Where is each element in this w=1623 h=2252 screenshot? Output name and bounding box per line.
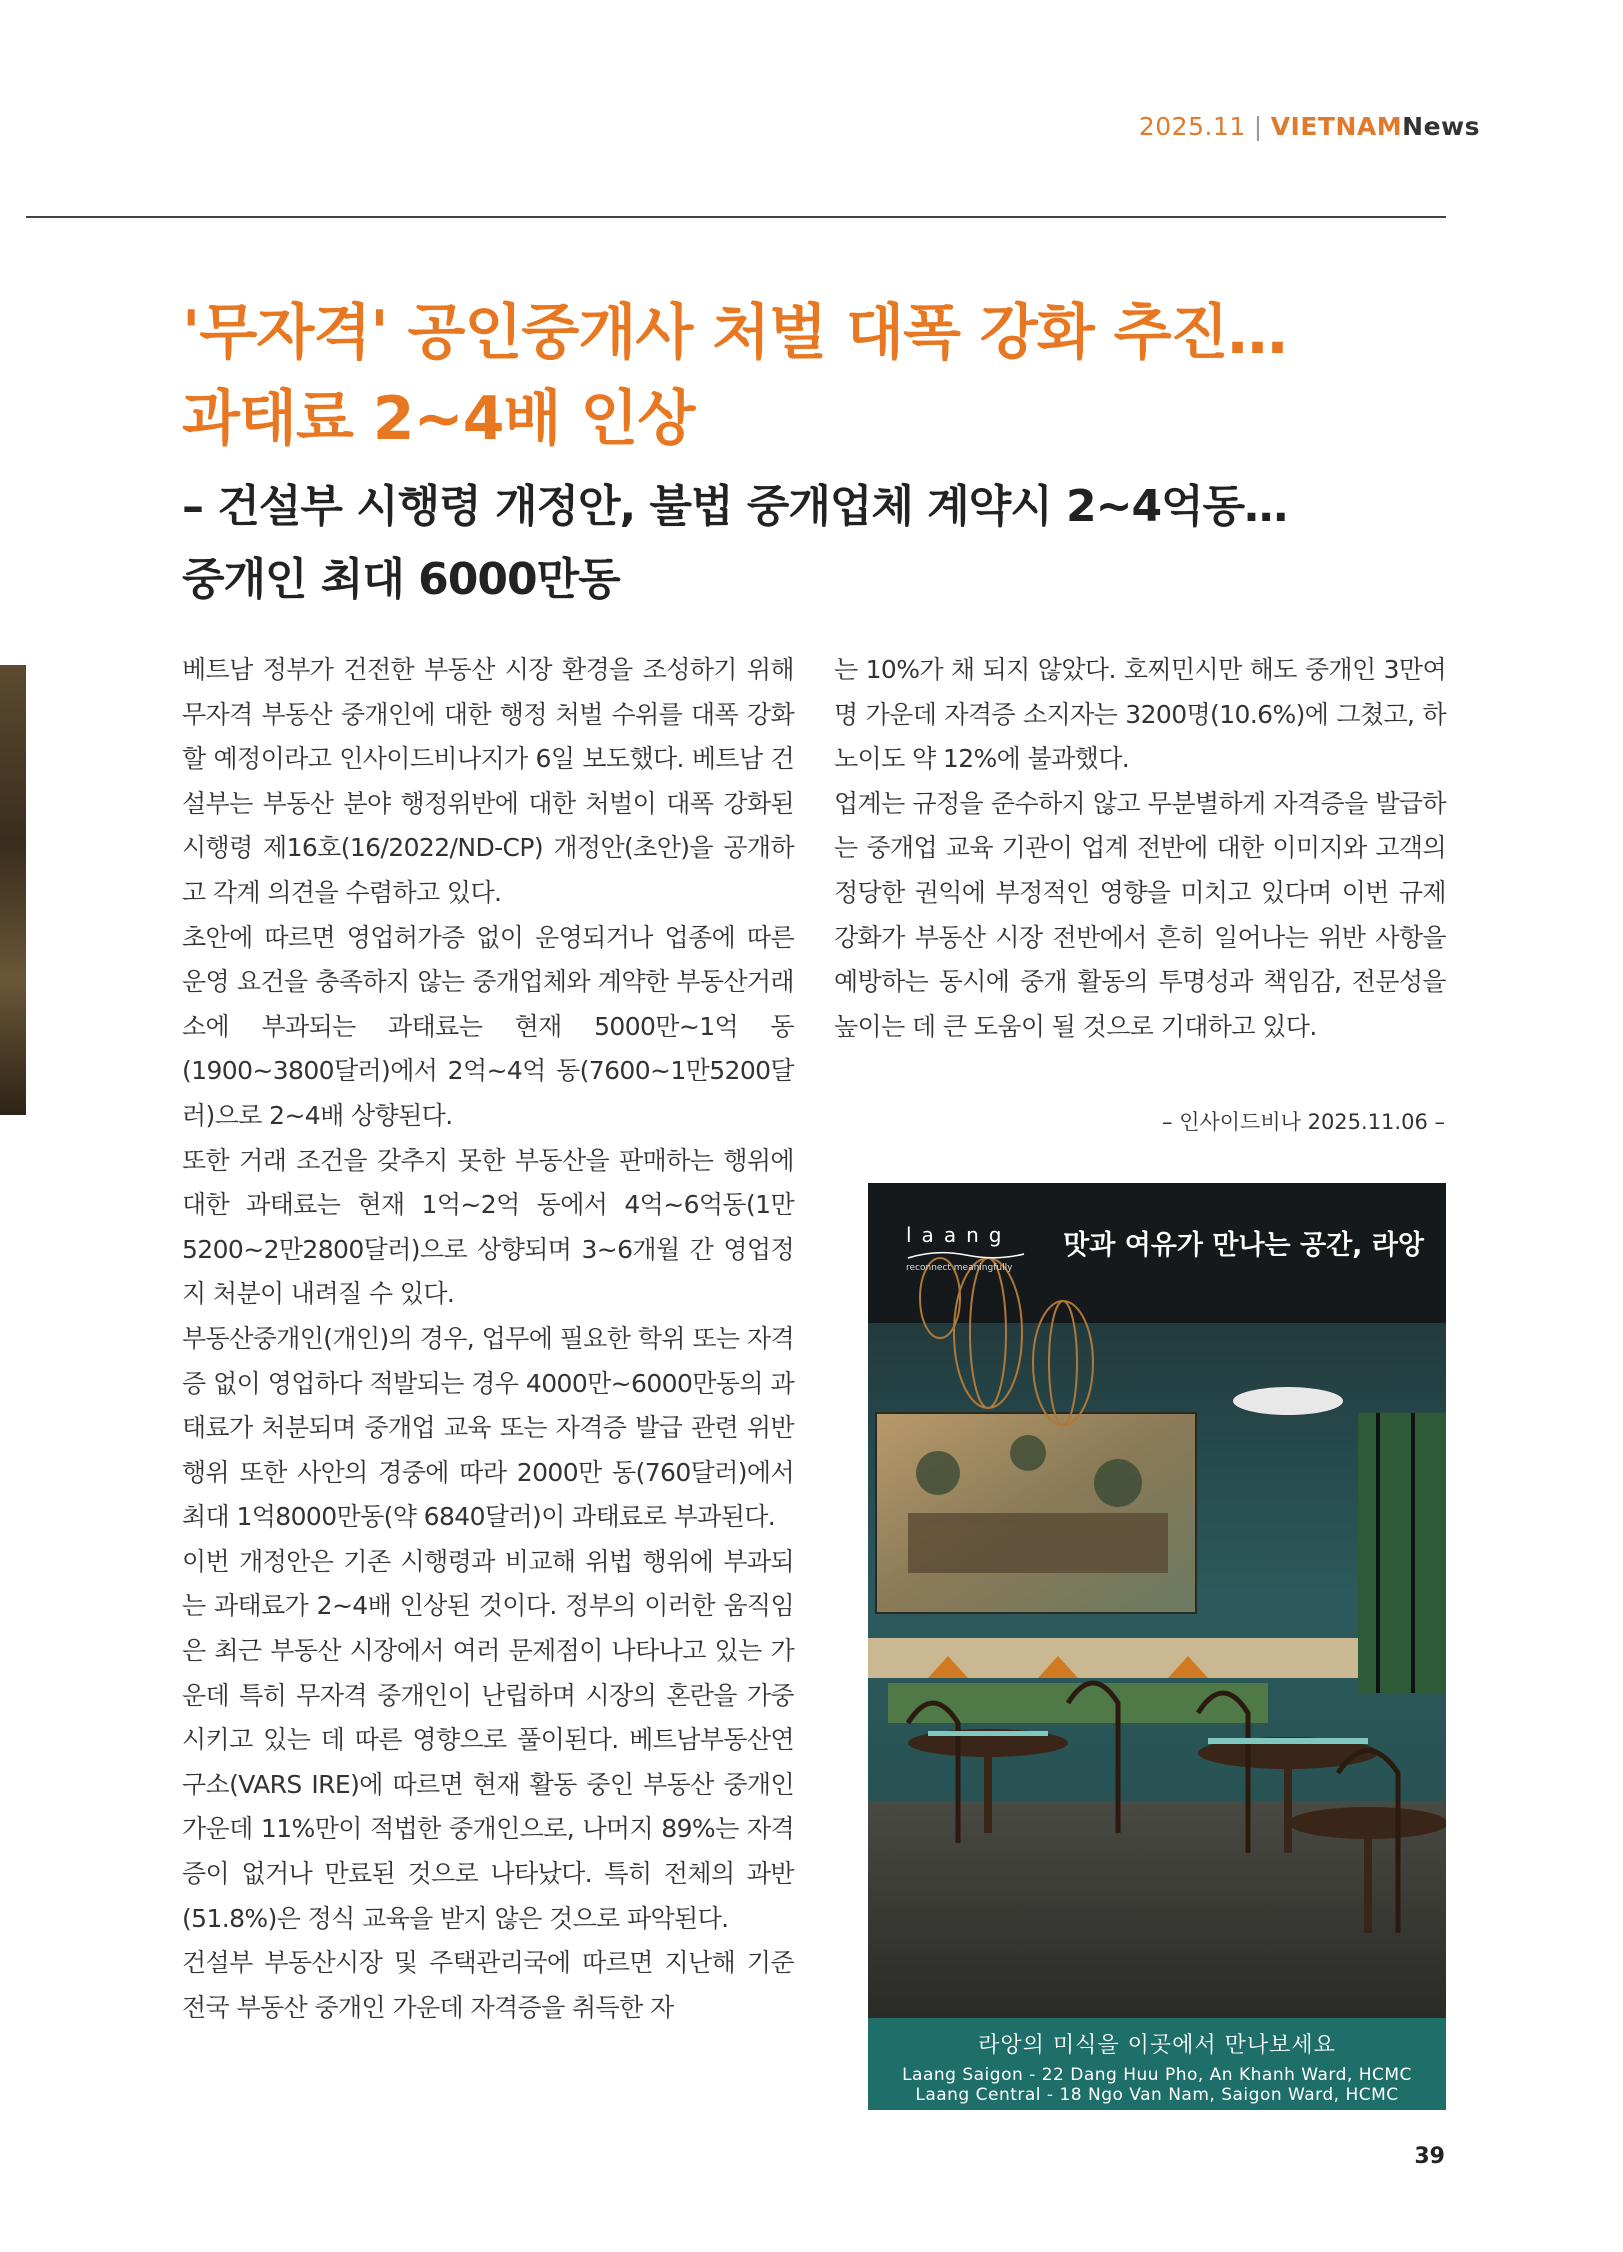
paragraph: 이번 개정안은 기존 시행령과 비교해 위법 행위에 부과되는 과태료가 2~4배 인상된 것이다. 정부의 이러한 움직임은 최근 부동산 시장에서 여러 문제점이 나타나고 있는 가운데 특히 무자격 중개인이 난립하며 시장의 혼란을 가중시키고 있는 데 따른 영향으로 풀이된다. 베트남부동산연구소(VARS IRE)에 따르면 현재 활동 중인 부동산 중개인 가운데 11%만이 적법한 중개인으로, 나머지 89%는 자격증이 없거나 만료된 것으로 나타났다. 특히 전체의 과반(51.8%)은 정식 교육을 받지 않은 것으로 파악된다. xyxy=(182,1546,794,1933)
brand-vietnam: VIETNAM xyxy=(1270,112,1403,141)
subtitle-line-2: 중개인 최대 6000만동 xyxy=(182,554,620,605)
ad-address-1: Laang Saigon - 22 Dang Huu Pho, An Khanh Ward, HCMC xyxy=(902,2065,1412,2085)
paragraph: 또한 거래 조건을 갖추지 못한 부동산을 판매하는 행위에 대한 과태료는 현재 1억~2억 동에서 4억~6억동(1만5200~2만2800달러)으로 상향되며 3~6개월 간 영업정지 처분이 내려질 수 있다. xyxy=(182,1145,794,1309)
issue-date: 2025.11 xyxy=(1138,112,1246,141)
paragraph: 부동산중개인(개인)의 경우, 업무에 필요한 학위 또는 자격증 없이 영업하다 적발되는 경우 4000만~6000만동의 과태료가 처분되며 중개업 교육 또는 자격증 발급 관련 위반 행위 또한 사안의 경중에 따라 2000만 동(760달러)에서 최대 1억8000만동(약 6840달러)이 과태료로 부과된다. xyxy=(182,1323,794,1532)
header-rule xyxy=(26,216,1446,218)
logo-wave-icon xyxy=(906,1249,1026,1261)
body-column-right xyxy=(834,648,1446,1049)
article-title xyxy=(182,290,1442,462)
restaurant-interior-photo xyxy=(868,1183,1446,2018)
paragraph: 업계는 규정을 준수하지 않고 무분별하게 자격증을 발급하는 중개업 교육 기관이 업계 전반에 대한 이미지와 고객의 정당한 권익에 부정적인 영향을 미치고 있다며 이번 규제 강화가 부동산 시장 전반에서 흔히 일어나는 위반 사항을 예방하는 동시에 중개 활동의 투명성과 책임감, 전문성을 높이는 데 큰 도움이 될 것으로 기대하고 있다. xyxy=(834,788,1446,1041)
ad-headline: 맛과 여유가 만나는 공간, 라앙 xyxy=(1063,1230,1424,1261)
header-separator: | xyxy=(1253,112,1263,141)
paragraph: 베트남 정부가 건전한 부동산 시장 환경을 조성하기 위해 무자격 부동산 중개인에 대한 행정 처벌 수위를 대폭 강화할 예정이라고 인사이드비나지가 6일 보도했다. 베트남 건설부는 부동산 분야 행정위반에 대한 처벌이 대폭 강화된 시행령 제16호(16/2022/ND-CP) 개정안(초안)을 공개하고 각계 의견을 수렴하고 있다. xyxy=(182,655,794,907)
title-line-1: '무자격' 공인중개사 처벌 대폭 강화 추진… xyxy=(182,298,1287,368)
brand-news: News xyxy=(1402,112,1480,141)
title-line-2: 과태료 2~4배 인상 xyxy=(182,384,695,454)
body-column-left xyxy=(182,648,794,2030)
article-subtitle xyxy=(182,470,1442,616)
subtitle-line-1: – 건설부 시행령 개정안, 불법 중개업체 계약시 2~4억동… xyxy=(182,481,1288,532)
ad-band-title: 라앙의 미식을 이곳에서 만나보세요 xyxy=(978,2033,1336,2058)
paragraph: 는 10%가 채 되지 않았다. 호찌민시만 해도 중개인 3만여 명 가운데 자격증 소지자는 3200명(10.6%)에 그쳤고, 하노이도 약 12%에 불과했다. xyxy=(834,655,1446,774)
laang-advertisement[interactable] xyxy=(868,1183,1446,2110)
facing-page-photo-edge xyxy=(0,665,26,1115)
laang-logo xyxy=(906,1223,1026,1273)
page-number: 39 xyxy=(1414,2144,1445,2169)
ad-address-band xyxy=(868,2018,1446,2110)
running-header xyxy=(1139,112,1480,141)
paragraph: 건설부 부동산시장 및 주택관리국에 따르면 지난해 기준 전국 부동산 중개인 가운데 자격증을 취득한 자 xyxy=(182,1948,794,2022)
article-source: – 인사이드비나 2025.11.06 – xyxy=(1162,1110,1445,1134)
paragraph: 초안에 따르면 영업허가증 없이 운영되거나 업종에 따른 운영 요건을 충족하지 않는 중개업체와 계약한 부동산거래소에 부과되는 과태료는 현재 5000만~1억 동(1900~3800달러)에서 2억~4억 동(7600~1만5200달러)으로 2~4배 상향된다. xyxy=(182,922,794,1130)
logo-tagline: reconnect meaningfully xyxy=(906,1263,1013,1273)
logo-wordmark: laang xyxy=(906,1223,1012,1247)
ad-address-2: Laang Central - 18 Ngo Van Nam, Saigon Ward, HCMC xyxy=(915,2085,1399,2105)
